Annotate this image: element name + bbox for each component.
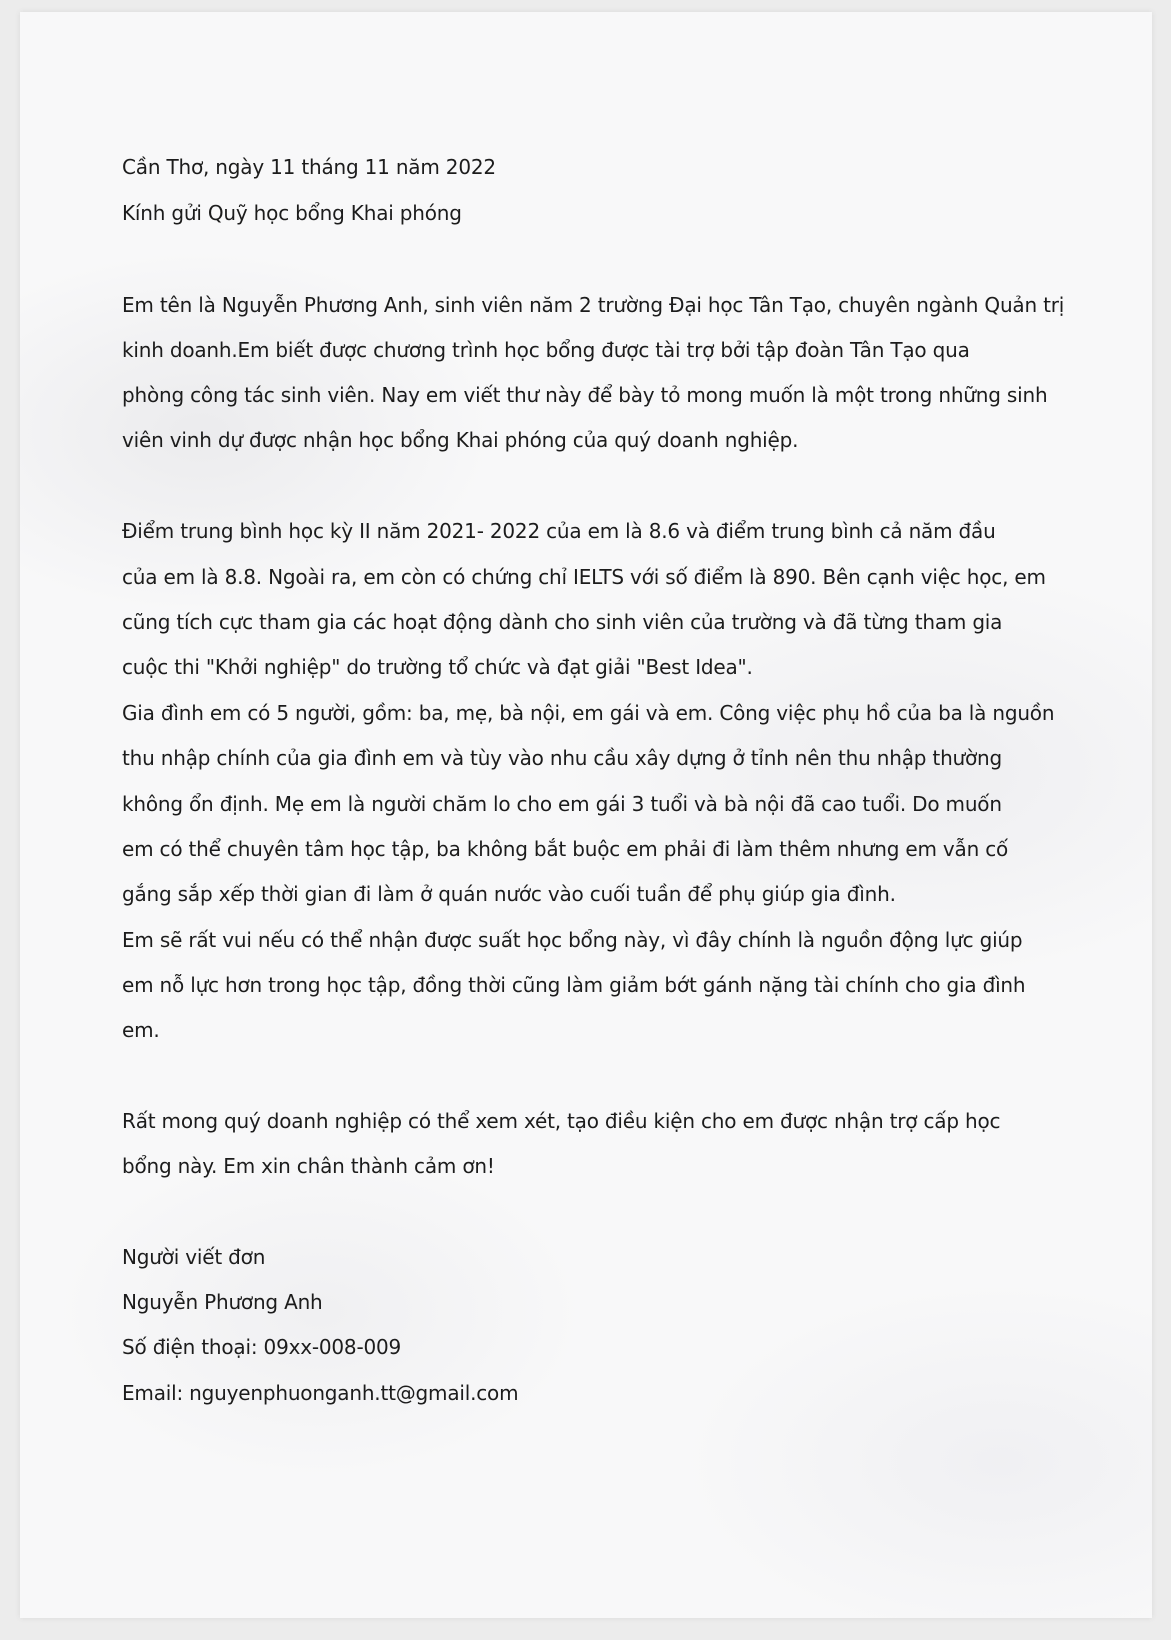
body-line: cũng tích cực tham gia các hoạt động dành cho sinh viên của trường và đã từng tham gia	[122, 610, 1003, 634]
body-line: thu nhập chính của gia đình em và tùy vào nhu cầu xây dựng ở tỉnh nên thu nhập thường	[122, 746, 1003, 770]
signature-phone: Số điện thoại: 09xx-008-009	[122, 1335, 402, 1359]
body-line: gắng sắp xếp thời gian đi làm ở quán nước vào cuối tuần để phụ giúp gia đình.	[122, 882, 896, 906]
body-line: không ổn định. Mẹ em là người chăm lo cho em gái 3 tuổi và bà nội đã cao tuổi. Do muốn	[122, 792, 1002, 816]
recipient-line: Kính gửi Quỹ học bổng Khai phóng	[122, 201, 462, 225]
body-line: em có thể chuyên tâm học tập, ba không bắt buộc em phải đi làm thêm nhưng em vẫn cố	[122, 837, 1009, 861]
body-line: của em là 8.8. Ngoài ra, em còn có chứng chỉ IELTS với số điểm là 890. Bên cạnh việc học, em	[122, 565, 1046, 589]
body-line: Em sẽ rất vui nếu có thể nhận được suất học bổng này, vì đây chính là nguồn động lực giúp	[122, 928, 1023, 952]
signature-label: Người viết đơn	[122, 1245, 266, 1269]
body-line: Em tên là Nguyễn Phương Anh, sinh viên năm 2 trường Đại học Tân Tạo, chuyên ngành Quản trị	[122, 293, 1065, 317]
body-line: cuộc thi "Khởi nghiệp" do trường tổ chức và đạt giải "Best Idea".	[122, 655, 753, 679]
body-line: em.	[122, 1018, 160, 1042]
body-line: Gia đình em có 5 người, gồm: ba, mẹ, bà nội, em gái và em. Công việc phụ hồ của ba là nguồn	[122, 701, 1055, 725]
body-line: kinh doanh.Em biết được chương trình học bổng được tài trợ bởi tập đoàn Tân Tạo qua	[122, 338, 970, 362]
body-line: viên vinh dự được nhận học bổng Khai phóng của quý doanh nghiệp.	[122, 428, 799, 452]
letter-page	[20, 12, 1152, 1618]
signature-name: Nguyễn Phương Anh	[122, 1290, 323, 1314]
signature-email: Email: nguyenphuonganh.tt@gmail.com	[122, 1381, 519, 1405]
body-line: bổng này. Em xin chân thành cảm ơn!	[122, 1154, 495, 1178]
body-line: Rất mong quý doanh nghiệp có thể xem xét, tạo điều kiện cho em được nhận trợ cấp học	[122, 1109, 1001, 1133]
date-line: Cần Thơ, ngày 11 tháng 11 năm 2022	[122, 155, 496, 179]
body-line: phòng công tác sinh viên. Nay em viết thư này để bày tỏ mong muốn là một trong những sinh	[122, 383, 1048, 407]
body-line: Điểm trung bình học kỳ II năm 2021- 2022 của em là 8.6 và điểm trung bình cả năm đầu	[122, 519, 996, 543]
body-line: em nỗ lực hơn trong học tập, đồng thời cũng làm giảm bớt gánh nặng tài chính cho gia đình	[122, 973, 1026, 997]
